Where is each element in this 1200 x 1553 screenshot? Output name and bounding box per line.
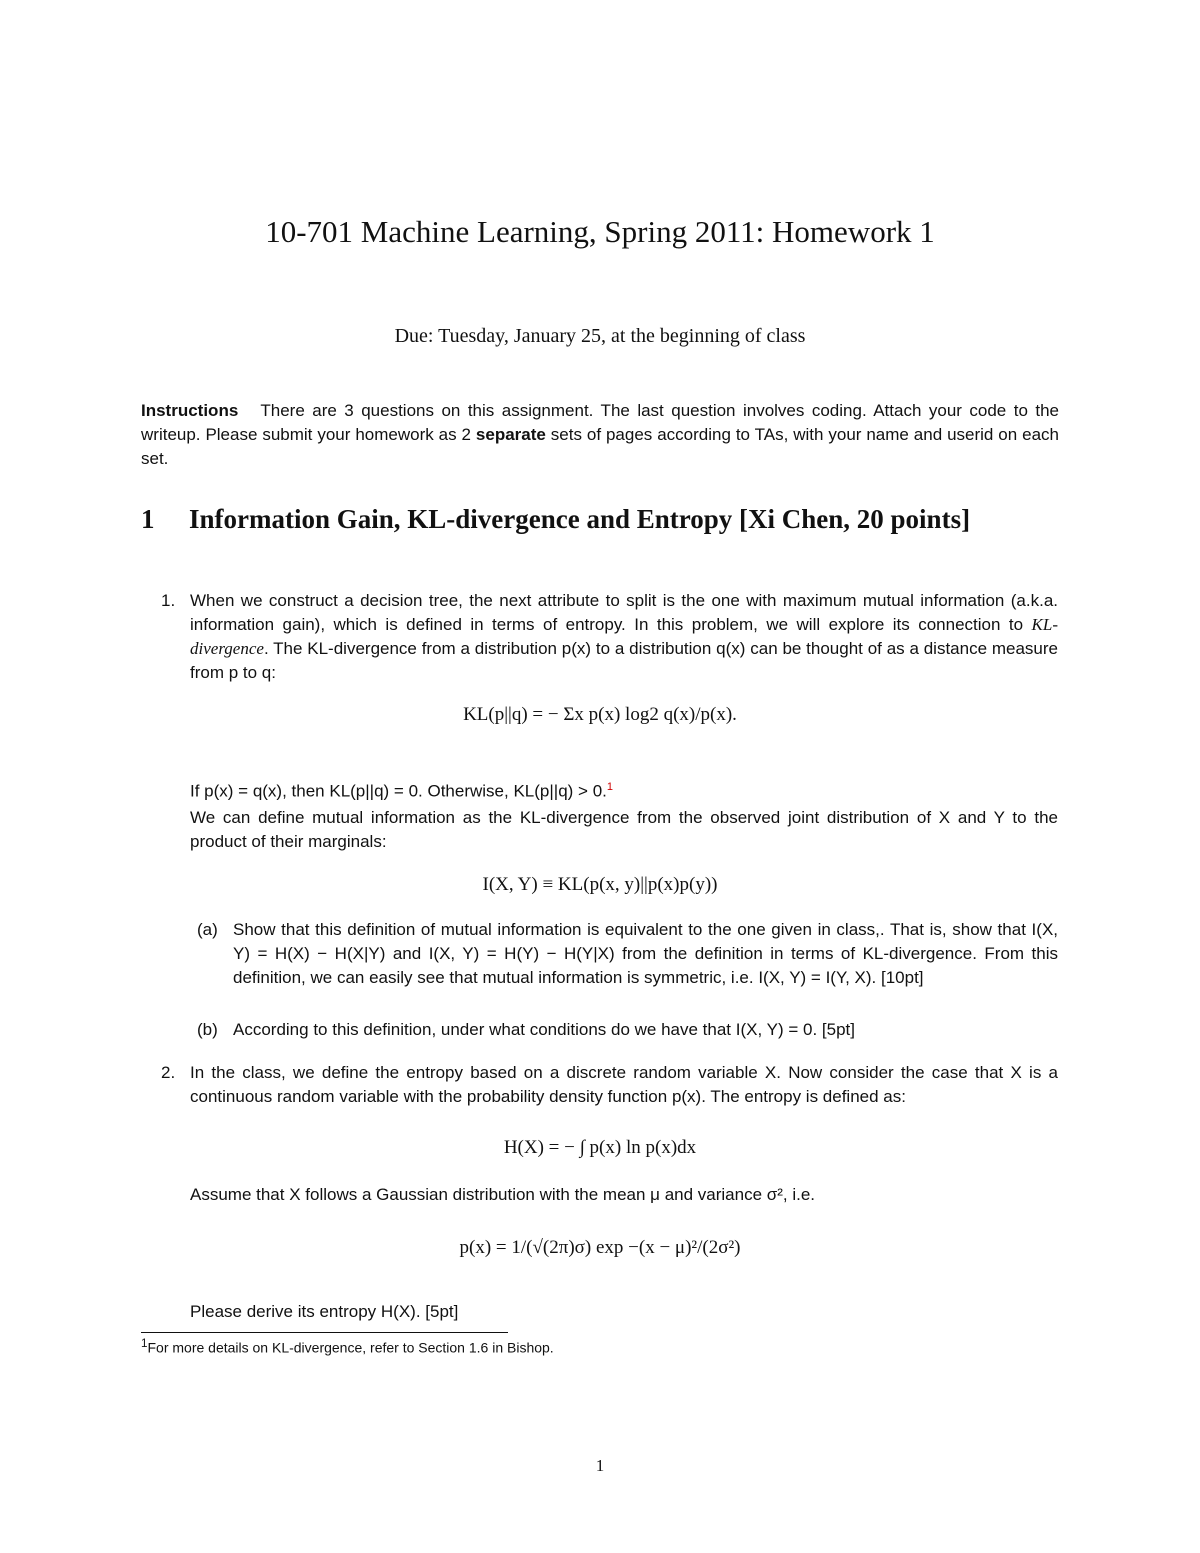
footnote	[141, 1337, 554, 1356]
question-1-number: 1.	[161, 591, 176, 610]
due-date: Due: Tuesday, January 25, at the beginning of class	[394, 325, 806, 347]
kl-condition-text: If p(x) = q(x), then KL(p||q) = 0. Otherwise, KL(p||q) > 0.	[190, 781, 607, 801]
section-number: 1	[141, 504, 155, 534]
instructions-text-2: sets of pages according to TAs, with your name and userid on each set.	[141, 425, 1059, 468]
subquestion-b-text: According to this definition, under what conditions do we have that I(X, Y) = 0. [5pt]	[233, 1020, 855, 1039]
footnote-rule	[141, 1332, 508, 1333]
kl-equation-text: KL(p||q) = − Σx p(x) log2 q(x)/p(x).	[463, 704, 737, 725]
mi-equation: I(X, Y) ≡ KL(p(x, y)||p(x)p(y))	[482, 874, 718, 895]
question-2-number: 2.	[161, 1063, 176, 1082]
instructions-bold-word: separate	[475, 425, 546, 444]
page-number: 1	[595, 1456, 605, 1475]
entropy-equation: H(X) = − ∫ p(x) ln p(x)dx	[503, 1137, 697, 1158]
subquestion-b-label: (b)	[197, 1020, 218, 1039]
document-title: 10-701 Machine Learning, Spring 2011: Homework 1	[265, 214, 935, 249]
mi-definition-paragraph: We can define mutual information as the KL-divergence from the observed joint distribution of X and Y to the product of their marginals:	[190, 808, 1058, 851]
footnote-text: For more details on KL-divergence, refer to Section 1.6 in Bishop.	[147, 1339, 554, 1356]
q1-kl-italic: KL-divergence	[190, 615, 1058, 658]
question-2-paragraph: In the class, we define the entropy based on a discrete random variable X. Now consider the case that X is a continuous random variable with the probability density function p(x). The entropy is defined as:	[190, 1063, 1058, 1106]
kl-equation	[0, 704, 1200, 726]
footnote-marker[interactable]: 1	[606, 781, 613, 793]
subquestion-a-text: Show that this definition of mutual information is equivalent to the one given in class,. That is, show that I(X, Y) = H(X) − H(X|Y) and I(X, Y) = H(Y) − H(Y|X) from the definition in terms of KL-divergence. From this definition, we can easily see that mutual information is symmetric, i.e. I(X, Y) = I(Y, X). [10pt]	[233, 920, 1058, 987]
q1-para-a: When we construct a decision tree, the next attribute to split is the one with maximum mutual information (a.k.a. information gain), which is defined in terms of entropy. In this problem, we will explore its connection to	[190, 591, 1058, 634]
derive-entropy-prompt: Please derive its entropy H(X). [5pt]	[190, 1302, 459, 1321]
gaussian-assumption: Assume that X follows a Gaussian distribution with the mean μ and variance σ², i.e.	[190, 1185, 816, 1204]
section-title: Information Gain, KL-divergence and Entropy [Xi Chen, 20 points]	[189, 504, 971, 534]
subquestion-a-label: (a)	[197, 920, 218, 939]
footnote-number: 1	[141, 1337, 148, 1350]
gaussian-equation: p(x) = 1/(√(2π)σ) exp −(x − μ)²/(2σ²)	[459, 1237, 741, 1258]
instructions-paragraph	[141, 399, 1059, 471]
kl-condition-line	[190, 775, 1058, 804]
question-1-paragraph	[190, 589, 1058, 685]
instructions-label: Instructions	[141, 401, 239, 420]
instructions-text-1: There are 3 questions on this assignment. The last question involves coding. Attach your code to the writeup. Please submit your homework as 2	[141, 401, 1059, 444]
q1-para-b: . The KL-divergence from a distribution p(x) to a distribution q(x) can be thought of as a distance measure from p to q:	[190, 639, 1058, 682]
